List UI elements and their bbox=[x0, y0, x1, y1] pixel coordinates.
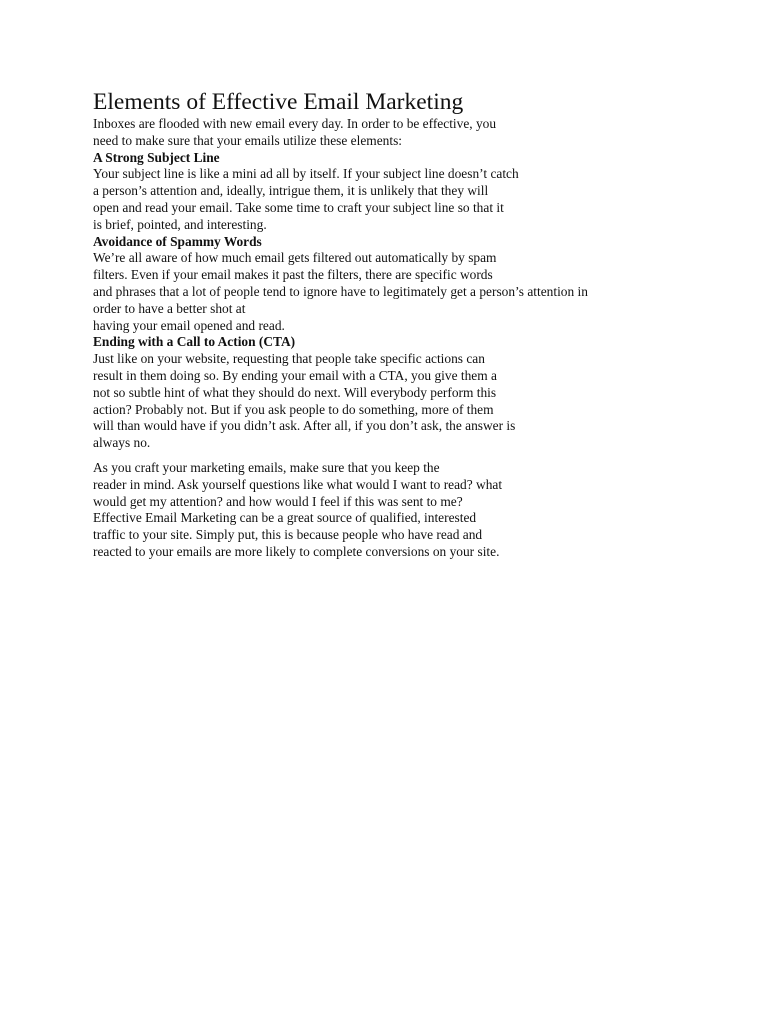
intro-paragraph bbox=[93, 116, 733, 150]
closing-line: would get my attention? and how would I feel if this was sent to me? bbox=[93, 493, 463, 509]
closing-line: reacted to your emails are more likely to complete conversions on your site. bbox=[93, 543, 500, 559]
section-line: Your subject line is like a mini ad all by itself. If your subject line doesn’t catch bbox=[93, 166, 519, 182]
section-line: is brief, pointed, and interesting. bbox=[93, 216, 267, 232]
section-line: result in them doing so. By ending your email with a CTA, you give them a bbox=[93, 367, 497, 383]
closing-paragraph bbox=[93, 460, 733, 561]
section-line: Just like on your website, requesting that people take specific actions can bbox=[93, 351, 485, 367]
section-line: having your email opened and read. bbox=[93, 317, 285, 333]
section-line: filters. Even if your email makes it past the filters, there are specific words bbox=[93, 267, 493, 283]
intro-line: Inboxes are flooded with new email every day. In order to be effective, you bbox=[93, 116, 497, 131]
section-heading: Avoidance of Spammy Words bbox=[93, 233, 262, 249]
section-heading: A Strong Subject Line bbox=[93, 149, 220, 165]
section-line: not so subtle hint of what they should do next. Will everybody perform this bbox=[93, 384, 497, 400]
section-line: order to have a better shot at bbox=[93, 300, 246, 316]
section-line: We’re all aware of how much email gets filtered out automatically by spam bbox=[93, 250, 497, 266]
section-line: a person’s attention and, ideally, intrigue them, it is unlikely that they will bbox=[93, 183, 489, 199]
closing-line: traffic to your site. Simply put, this is because people who have read and bbox=[93, 527, 483, 543]
section-line: always no. bbox=[93, 435, 151, 451]
closing-line: As you craft your marketing emails, make sure that you keep the bbox=[93, 459, 440, 475]
section-line: action? Probably not. But if you ask people to do something, more of them bbox=[93, 401, 494, 417]
section-line: and phrases that a lot of people tend to ignore have to legitimately get a person’s attention in bbox=[93, 283, 588, 299]
section-subject-line bbox=[93, 150, 733, 234]
section-line: will than would have if you didn’t ask. After all, if you don’t ask, the answer is bbox=[93, 418, 516, 434]
paragraph-spacer bbox=[93, 452, 733, 460]
section-heading: Ending with a Call to Action (CTA) bbox=[93, 334, 296, 350]
intro-line: need to make sure that your emails utilize these elements: bbox=[93, 132, 402, 148]
section-call-to-action bbox=[93, 334, 733, 452]
document-title: Elements of Effective Email Marketing bbox=[93, 89, 464, 115]
closing-line: Effective Email Marketing can be a great source of qualified, interested bbox=[93, 510, 477, 526]
closing-line: reader in mind. Ask yourself questions like what would I want to read? what bbox=[93, 476, 503, 492]
section-spammy-words bbox=[93, 234, 733, 335]
section-line: open and read your email. Take some time to craft your subject line so that it bbox=[93, 199, 504, 215]
document-page bbox=[93, 88, 733, 561]
